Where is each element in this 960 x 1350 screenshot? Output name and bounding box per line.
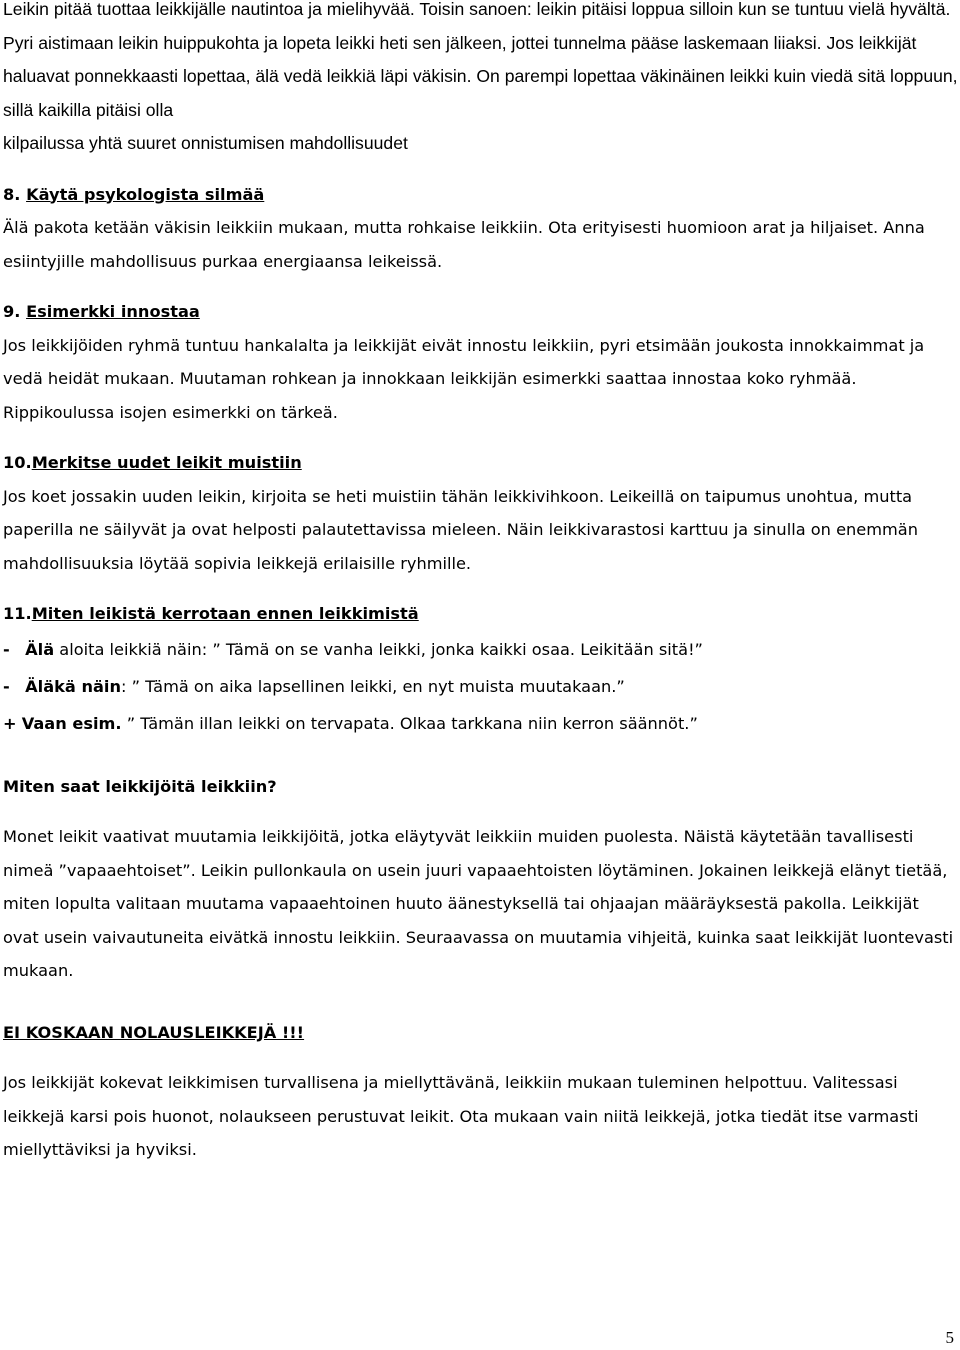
section-10-body: Jos koet jossakin uuden leikin, kirjoita se heti muistiin tähän leikkivihkoon. Leikeillä on taipumus unohtua, mutta paperilla ne säilyvät ja ovat helposti palautettavissa mieleen. Näin leikkivarastosi karttuu ja sinulla on enemmän mahdollisuuksia löytää sopivia leikkejä erilaisille ryhmille. bbox=[3, 486, 918, 573]
section-11-title: Miten leikistä kerrotaan ennen leikkimistä bbox=[31, 604, 419, 623]
list-item-text: aloita leikkiä näin: ” Tämä on se vanha leikki, jonka kaikki osaa. Leikitään sitä!” bbox=[54, 639, 703, 659]
document-page bbox=[3, 0, 958, 1167]
list-item-bold: Vaan esim. bbox=[21, 713, 122, 733]
section-9-title: Esimerkki innostaa bbox=[26, 302, 200, 321]
list-marker: - bbox=[3, 639, 10, 659]
intro-text-end: kilpailussa yhtä suuret onnistumisen mahdollisuudet bbox=[3, 133, 408, 153]
intro-paragraph bbox=[3, 0, 958, 161]
intro-text: Leikin pitää tuottaa leikkijälle nautintoa ja mielihyvää. Toisin sanoen: leikin pitäisi loppua silloin kun se tuntuu vielä hyvältä. Pyri aistimaan leikin huippukohta ja lopeta leikki heti sen jälkeen, jottei tunnelma pääse laskemaan liiaksi. Jos leikkijät haluavat ponnekkaasti lopettaa, älä vedä leikkiä läpi väkisin. On parempi lopettaa väkinäinen leikki kuin viedä sitä loppuun, sillä kaikilla pitäisi olla bbox=[3, 0, 958, 120]
list-item-text: : ” Tämä on aika lapsellinen leikki, en nyt muista muutakaan.” bbox=[121, 676, 625, 696]
question-body: Monet leikit vaativat muutamia leikkijöitä, jotka eläytyvät leikkiin muiden puolesta. Näistä käytetään tavallisesti nimeä ”vapaaehtoiset”. Leikin pullonkaula on usein juuri vapaaehtoisten löytäminen. Jokainen leikkejä elänyt tietää, miten lopulta valitaan muutama vapaaehtoinen huuto äänestyksellä tai ohjaajan määräyksestä pakolla. Leikkijät ovat usein vaivautuneita eivätkä innostu leikkiin. Seuraavassa on muutamia vihjeitä, kuinka saat leikkijät luontevasti mukaan. bbox=[3, 827, 954, 980]
list-item-bold: Älä bbox=[25, 639, 55, 659]
section-10-title: Merkitse uudet leikit muistiin bbox=[31, 453, 302, 472]
warning-body: Jos leikkijät kokevat leikkimisen turvallisena ja miellyttävänä, leikkiin mukaan tuleminen helpottuu. Valitessasi leikkejä karsi pois huonot, nolaukseen perustuvat leikit. Ota mukaan vain niitä leikkejä, jotka tiedät itse varmasti miellyttäviksi ja hyviksi. bbox=[3, 1073, 919, 1159]
list-item-bold: Äläkä näin bbox=[25, 676, 122, 696]
page-number: 5 bbox=[945, 1328, 954, 1347]
section-11-heading bbox=[3, 597, 958, 631]
warning-heading: EI KOSKAAN NOLAUSLEIKKEJÄ !!! bbox=[3, 1022, 305, 1042]
list-item bbox=[3, 705, 958, 742]
section-10-number: 10. bbox=[3, 453, 32, 472]
section-11-number: 11. bbox=[3, 604, 32, 623]
section-8-heading bbox=[3, 178, 958, 212]
section-9-body: Jos leikkijöiden ryhmä tuntuu hankalalta ja leikkijät eivät innostu leikkiin, pyri etsimään joukosta innokkaimmat ja vedä heidät mukaan. Muutaman rohkean ja innokkaan leikkijän esimerkki saattaa innostaa koko ryhmää. Rippikoulussa isojen esimerkki on tärkeä. bbox=[3, 335, 925, 422]
question-heading: Miten saat leikkijöitä leikkiin? bbox=[3, 776, 277, 796]
list-marker: + bbox=[3, 713, 17, 733]
section-10-heading bbox=[3, 446, 958, 480]
list-item-text: ” Tämän illan leikki on tervapata. Olkaa tarkkana niin kerron säännöt.” bbox=[121, 713, 698, 733]
section-9-number: 9. bbox=[3, 302, 21, 321]
section-9-heading bbox=[3, 295, 958, 329]
section-8-number: 8. bbox=[3, 184, 21, 204]
section-11-list bbox=[3, 631, 958, 742]
list-item bbox=[3, 631, 958, 668]
section-8-body: Älä pakota ketään väkisin leikkiin mukaan, mutta rohkaise leikkiin. Ota erityisesti huomioon arat ja hiljaiset. Anna esiintyjille mahdollisuus purkaa energiaansa leikeissä. bbox=[3, 218, 925, 271]
section-8-title: Käytä psykologista silmää bbox=[26, 184, 265, 204]
list-item bbox=[3, 668, 958, 705]
list-marker: - bbox=[3, 676, 10, 696]
